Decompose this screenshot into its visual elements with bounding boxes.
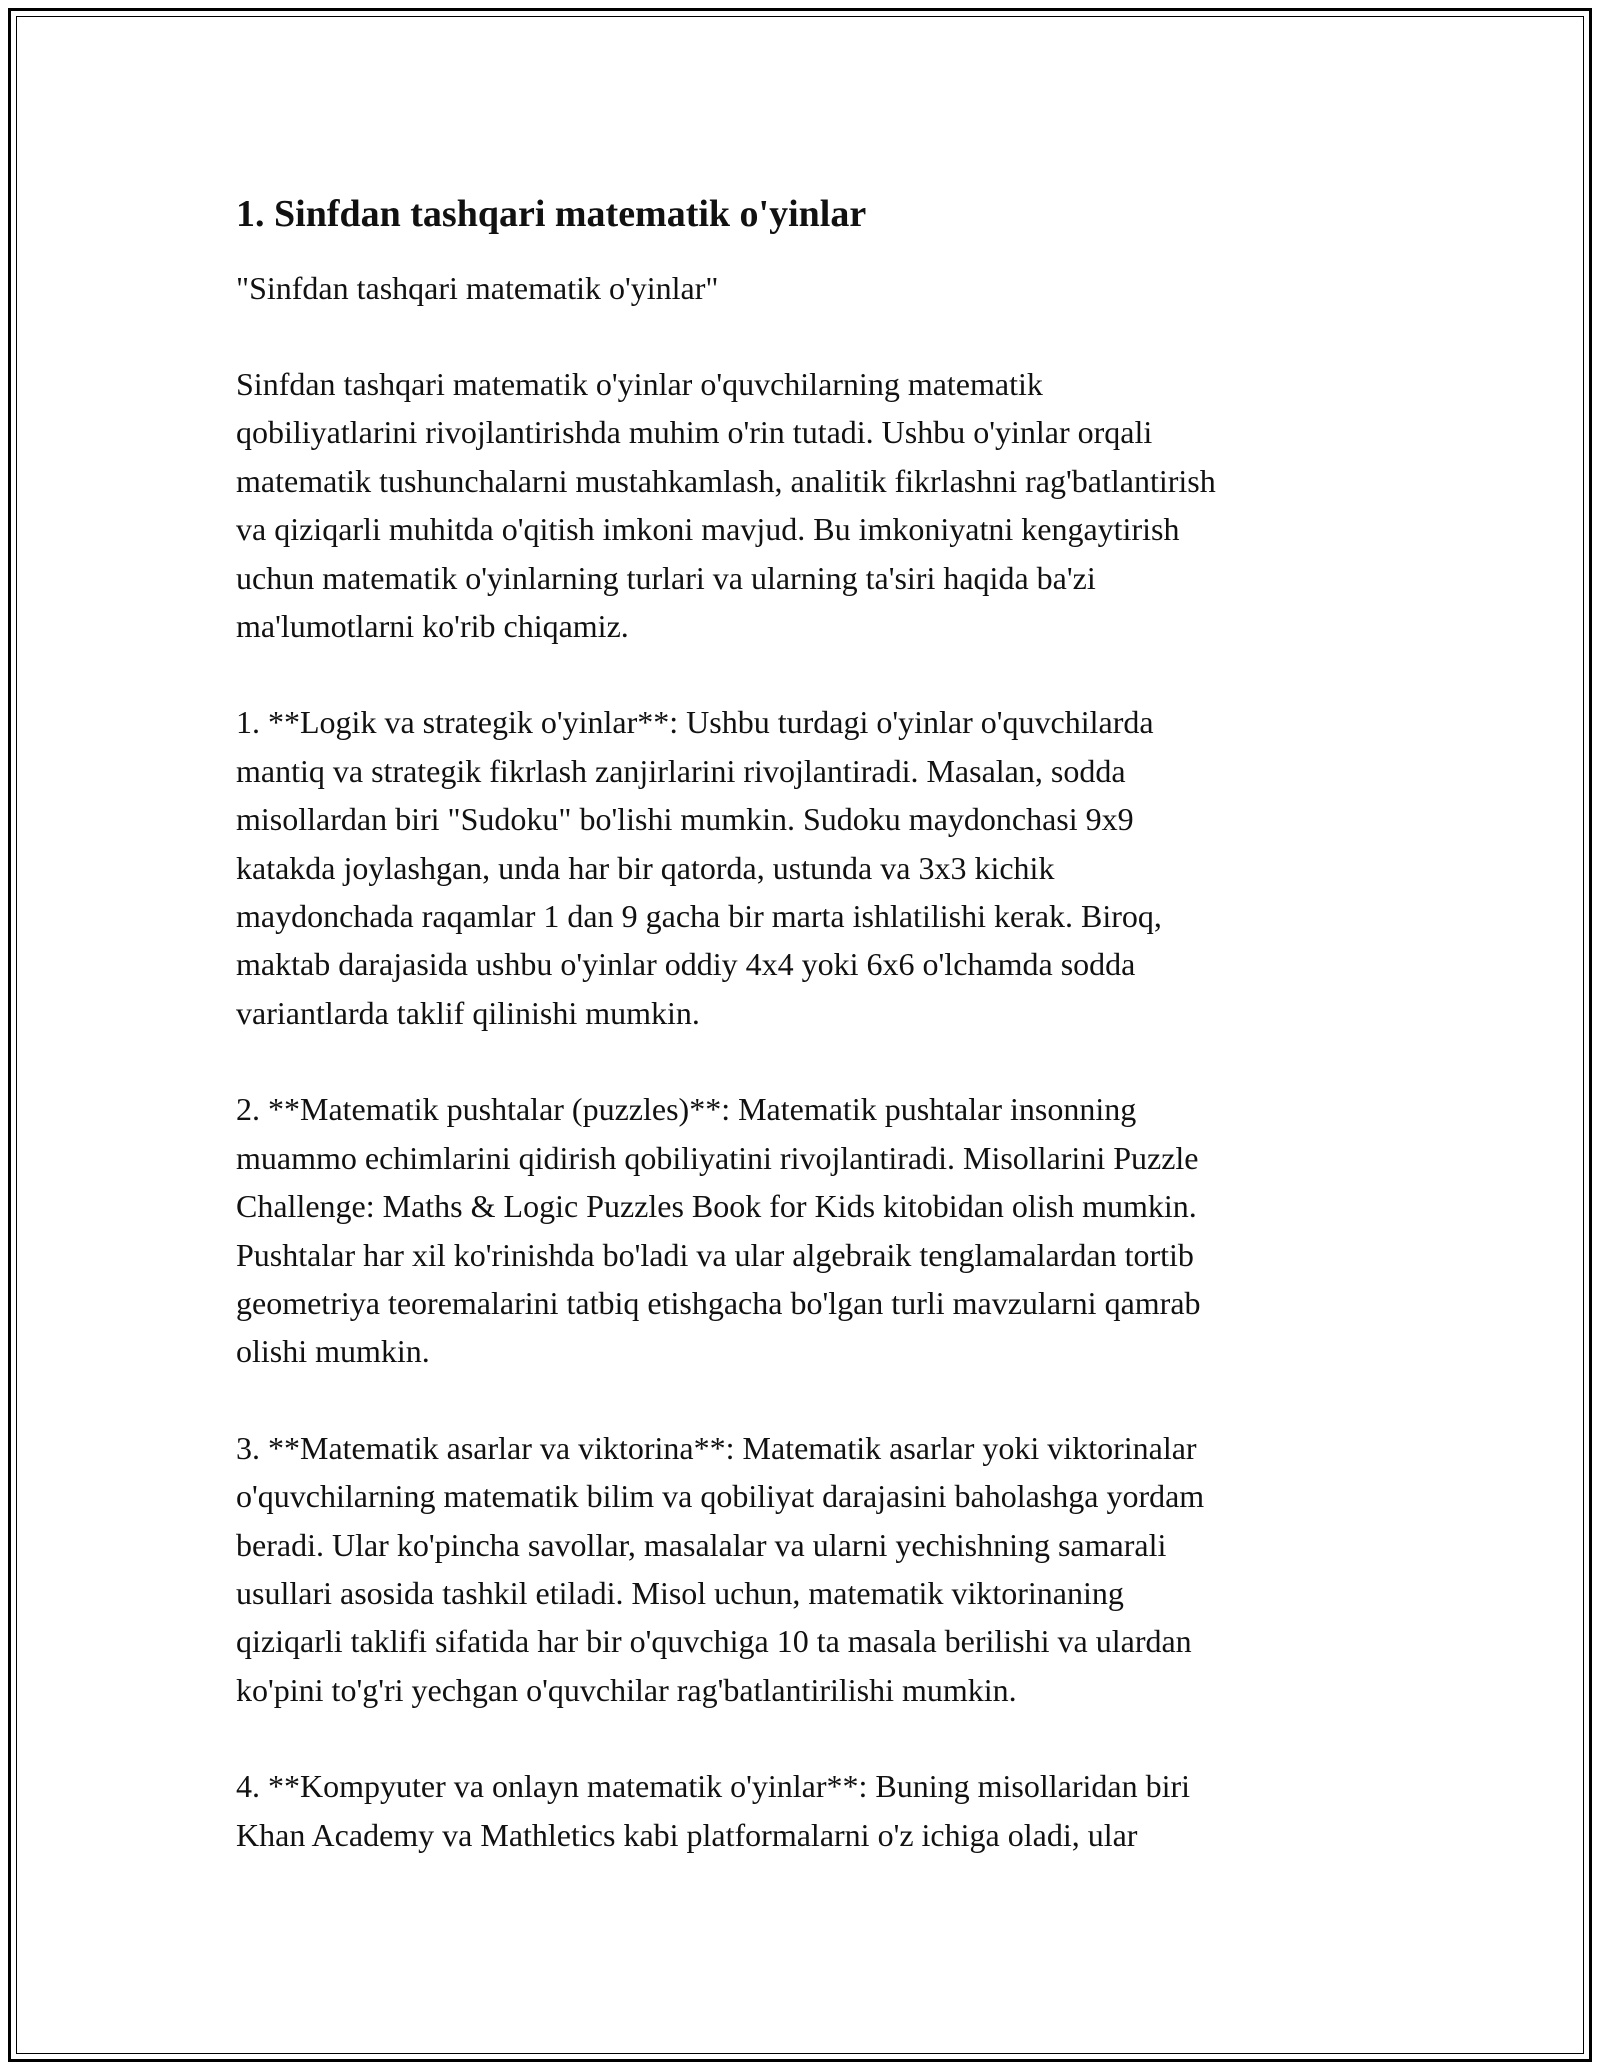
paragraph-line: katakda joylashgan, unda har bir qatorda, ustunda va 3x3 kichik [236,849,1055,886]
list-item-quizzes [236,1424,1364,1714]
paragraph-line: mantiq va strategik fikrlash zanjirlarini rivojlantiradi. Masalan, sodda [236,752,1126,789]
paragraph-line: misollardan biri "Sudoku" bo'lishi mumkin. Sudoku maydonchasi 9x9 [236,801,1134,838]
paragraph-line: o'quvchilarning matematik bilim va qobiliyat darajasini baholashga yordam [236,1478,1205,1515]
list-item-puzzles [236,1085,1364,1375]
intro-paragraph [236,360,1364,650]
paragraph-line: maydonchada raqamlar 1 dan 9 gacha bir marta ishlatilishi kerak. Biroq, [236,898,1162,935]
paragraph-line: Pushtalar har xil ko'rinishda bo'ladi va ular algebraik tenglamalardan tortib [236,1236,1194,1273]
paragraph-line: usullari asosida tashkil etiladi. Misol uchun, matematik viktorinaning [236,1574,1124,1611]
paragraph-line: 2. **Matematik pushtalar (puzzles)**: Matematik pushtalar insonning [236,1091,1137,1128]
list-item-logic-games [236,698,1364,1037]
paragraph-line: qiziqarli taklifi sifatida har bir o'quvchiga 10 ta masala berilishi va ulardan [236,1623,1192,1660]
paragraph-line: 4. **Kompyuter va onlayn matematik o'yinlar**: Buning misollaridan biri [236,1768,1191,1805]
paragraph-line: beradi. Ular ko'pincha savollar, masalalar va ularni yechishning samarali [236,1526,1167,1563]
document-body [236,188,1364,1907]
list-item-online-games [236,1762,1364,1859]
paragraph-line: variantlarda taklif qilinishi mumkin. [236,994,700,1031]
paragraph-line: va qiziqarli muhitda o'qitish imkoni mavjud. Bu imkoniyatni kengaytirish [236,511,1180,548]
paragraph-line: Sinfdan tashqari matematik o'yinlar o'quvchilarning matematik [236,366,1043,402]
paragraph-line: maktab darajasida ushbu o'yinlar oddiy 4x4 yoki 6x6 o'lchamda sodda [236,946,1136,983]
paragraph-line: ko'pini to'g'ri yechgan o'quvchilar rag'batlantirilishi mumkin. [236,1671,1017,1708]
paragraph-line: Challenge: Maths & Logic Puzzles Book for Kids kitobidan olish mumkin. [236,1188,1197,1225]
paragraph-line: qobiliyatlarini rivojlantirishda muhim o'rin tutadi. Ushbu o'yinlar orqali [236,414,1153,451]
paragraph-line: matematik tushunchalarni mustahkamlash, analitik fikrlashni rag'batlantirish [236,462,1216,499]
section-subtitle: "Sinfdan tashqari matematik o'yinlar" [236,270,719,306]
paragraph-line: 1. **Logik va strategik o'yinlar**: Ushbu turdagi o'yinlar o'quvchilarda [236,704,1154,741]
paragraph-line: geometriya teoremalarini tatbiq etishgacha bo'lgan turli mavzularni qamrab [236,1284,1201,1321]
section-heading: 1. Sinfdan tashqari matematik o'yinlar [236,193,867,235]
paragraph-line: Khan Academy va Mathletics kabi platformalarni o'z ichiga oladi, ular [236,1816,1138,1853]
paragraph-line: olishi mumkin. [236,1333,430,1370]
paragraph-line: ma'lumotlarni ko'rib chiqamiz. [236,608,629,645]
paragraph-line: 3. **Matematik asarlar va viktorina**: Matematik asarlar yoki viktorinalar [236,1429,1197,1466]
paragraph-line: muammo echimlarini qidirish qobiliyatini rivojlantiradi. Misollarini Puzzle [236,1139,1199,1176]
paragraph-line: uchun matematik o'yinlarning turlari va ularning ta'siri haqida ba'zi [236,559,1096,596]
